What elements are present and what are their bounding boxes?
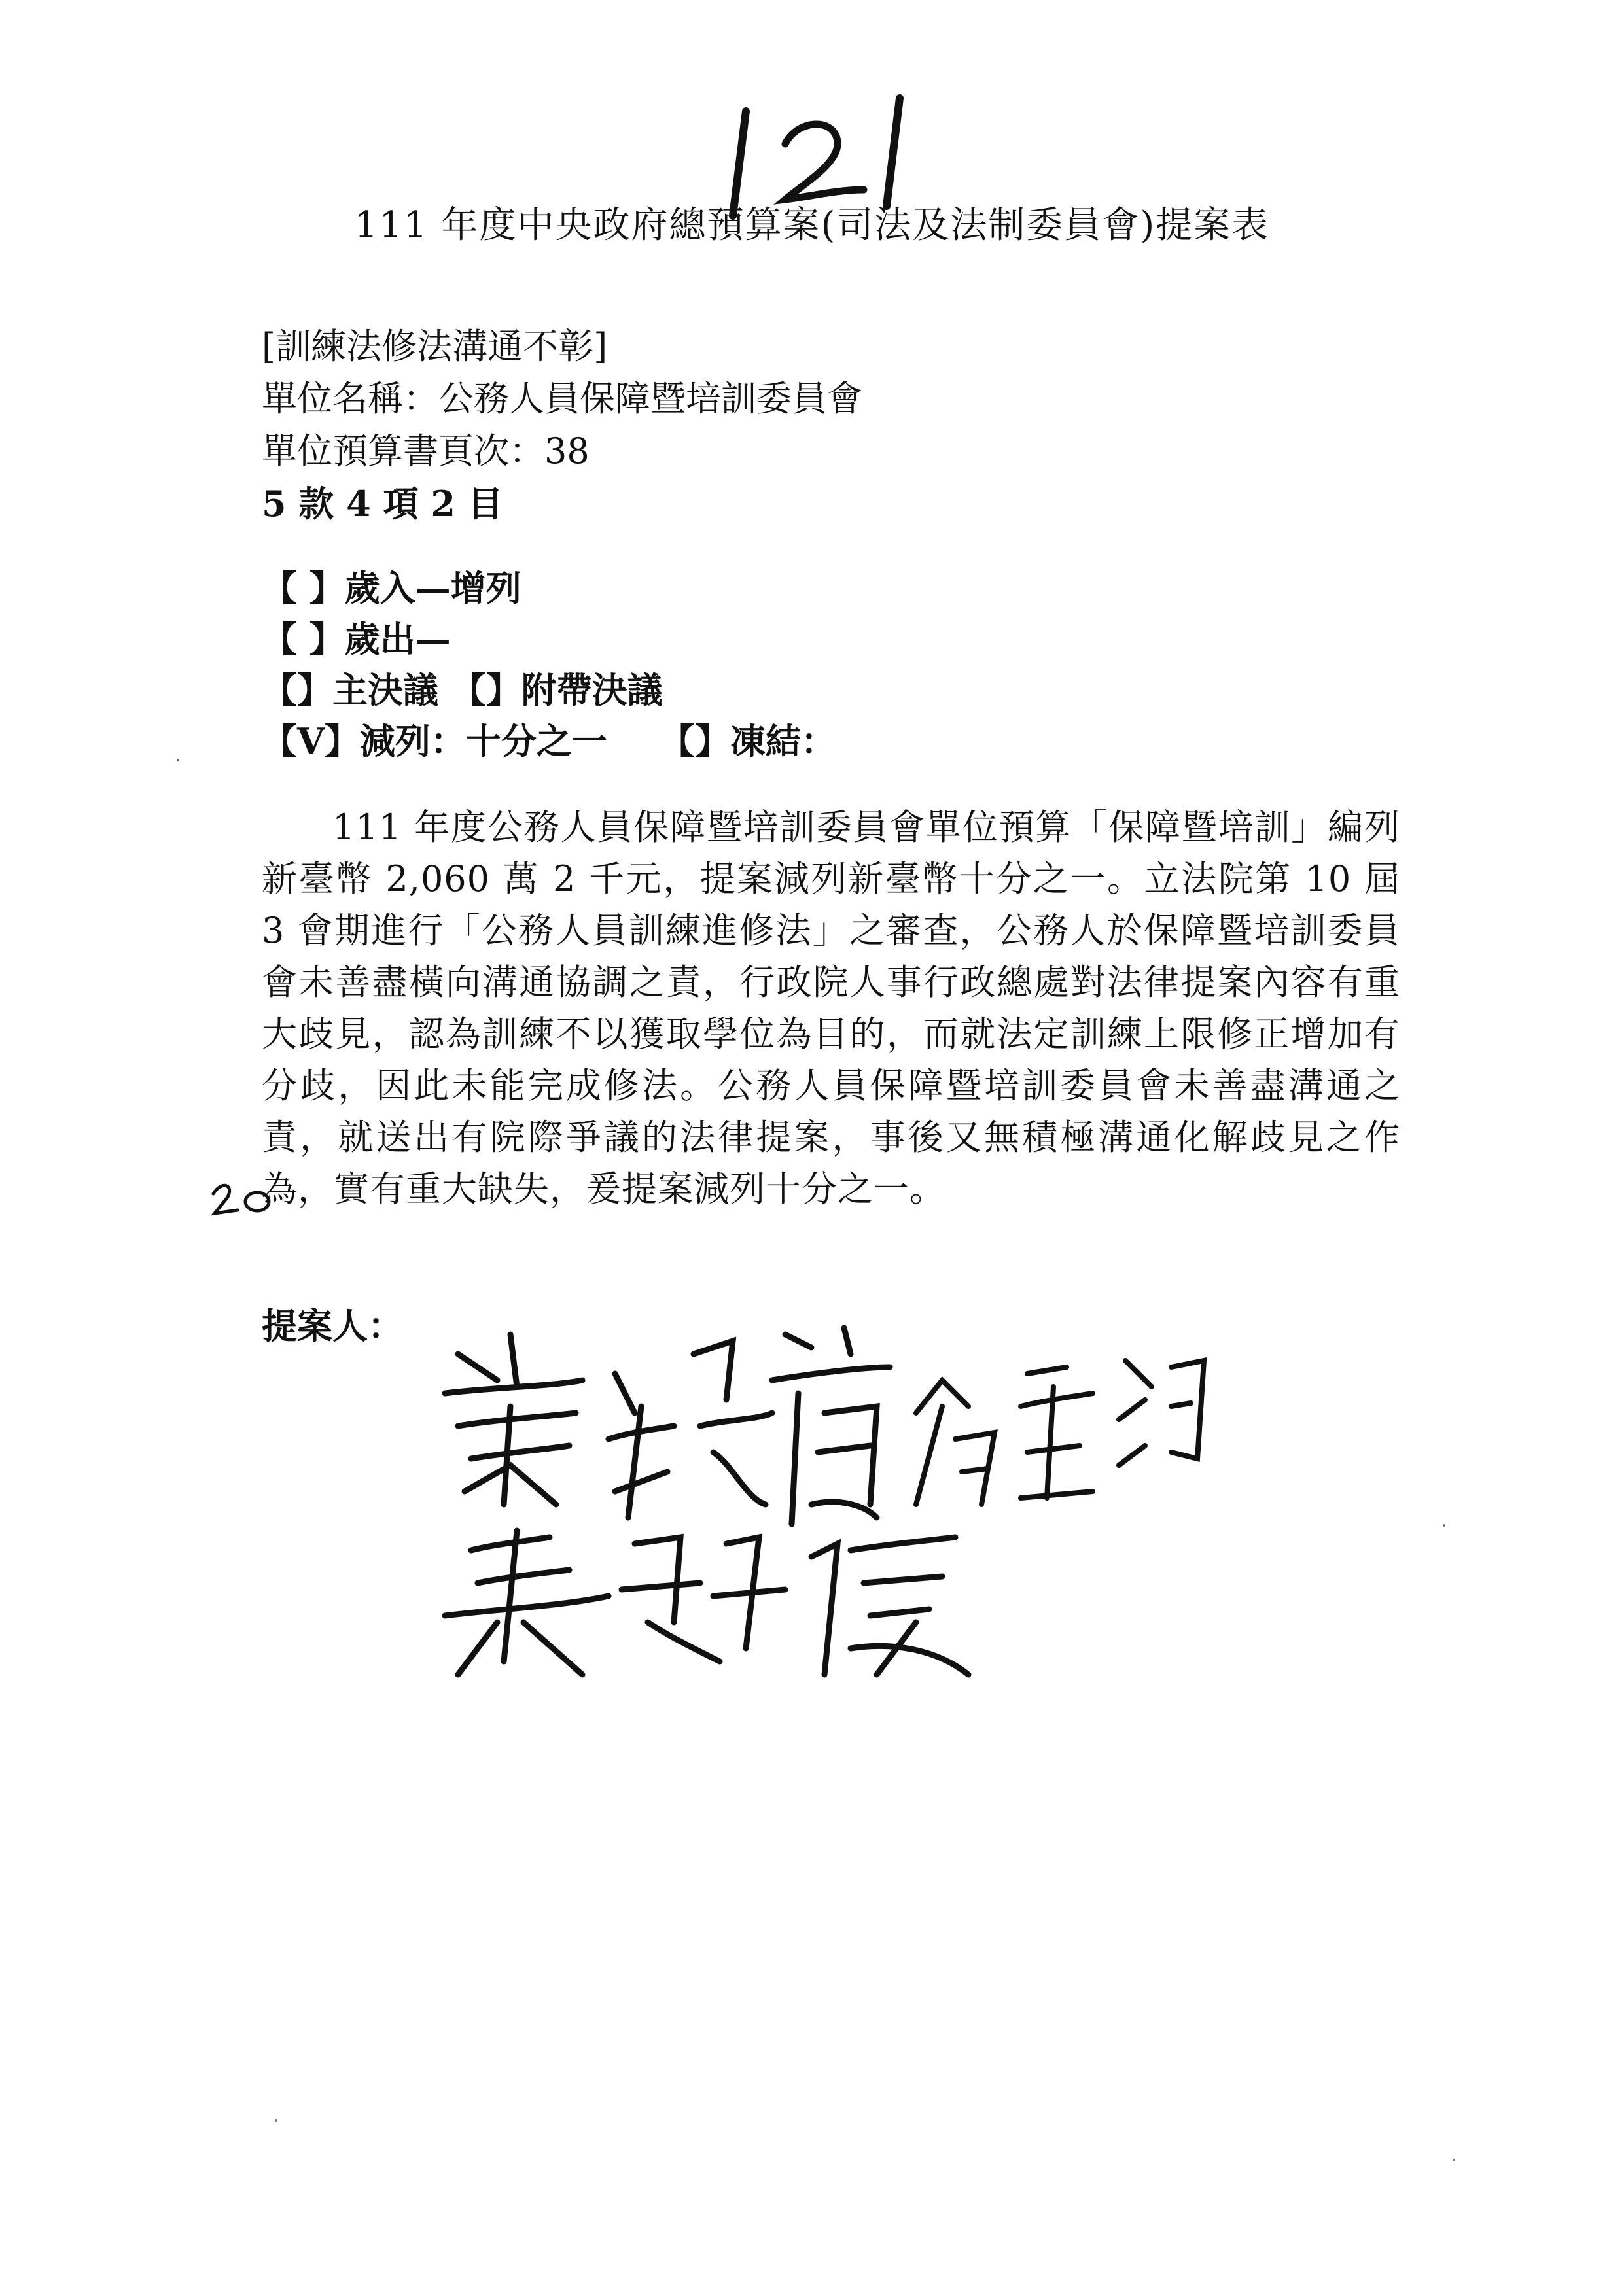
item-code: 5 款 4 項 2 目: [262, 483, 503, 525]
proposal-options: [262, 563, 836, 767]
document-meta: [262, 321, 862, 530]
option-reduction-row: [262, 716, 836, 767]
option-reduction: 【V】減列：十分之一: [262, 720, 607, 762]
handwritten-signatures: [419, 1308, 1269, 1688]
scan-speck: [275, 2119, 277, 2122]
signature-1: [445, 1328, 890, 1524]
signature-2: [916, 1361, 1204, 1505]
proposal-body: [262, 801, 1400, 1215]
scan-speck: [177, 759, 179, 761]
option-revenue: 【 】歲入—增列: [262, 567, 521, 609]
option-resolution: 【】主決議 【】附帶決議: [262, 669, 663, 711]
scan-speck: [1453, 2159, 1455, 2161]
unit-name: 單位名稱：公務人員保障暨培訓委員會: [262, 378, 862, 419]
scan-speck: [1443, 1524, 1445, 1527]
proposer-label: 提案人：: [262, 1305, 403, 1347]
body-paragraph: 111 年度公務人員保障暨培訓委員會單位預算「保障暨培訓」編列新臺幣 2,060 萬 2 千元，提案減列新臺幣十分之一。立法院第 10 屆 3 會期進行「公務人員訓練進修法」之審查，公務人於保障暨培訓委員會未善盡橫向溝通協調之責，行政院人事行政總處對法律提案內容有重大歧見，認為訓練不以獲取學位為目的，而就法定訓練上限修正增加有分歧，因此未能完成修法。公務人員保障暨培訓委員會未善盡溝通之責，就送出有院際爭議的法律提案，事後又無積極溝通化解歧見之作為，實有重大缺失，爰提案減列十分之一。: [262, 807, 1400, 1209]
signature-3: [445, 1531, 968, 1675]
budget-page: 單位預算書頁次：38: [262, 430, 590, 472]
document-title: 111 年度中央政府總預算案(司法及法制委員會)提案表: [354, 204, 1270, 247]
option-expenditure: 【 】歲出—: [262, 618, 451, 660]
margin-mark: [208, 1174, 280, 1220]
option-freeze: 【】凍結：: [659, 720, 836, 762]
subject-line: [訓練法修法溝通不彰]: [262, 326, 608, 367]
